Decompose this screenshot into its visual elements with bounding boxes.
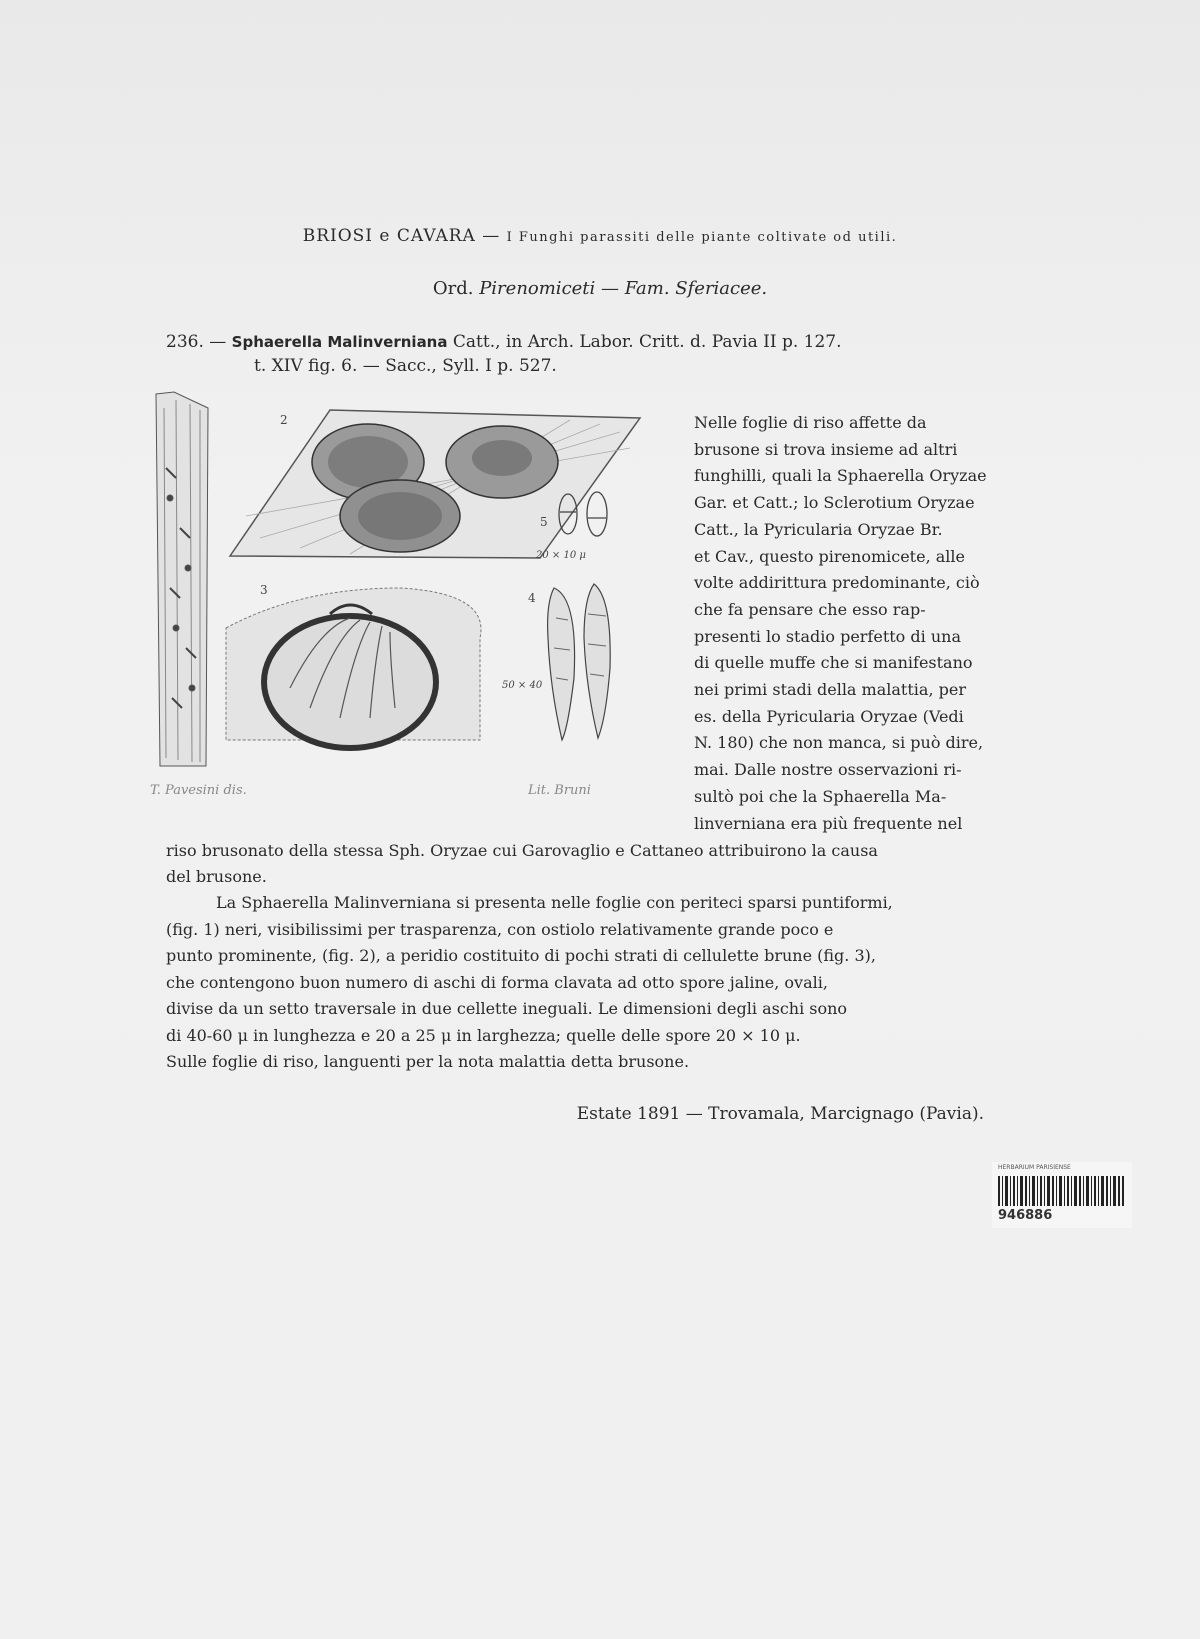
citation-1: Catt., in Arch. Labor. Critt. d. Pavia II p. 127. [452,332,842,352]
order-line: Ord. Pirenomiceti — Fam. Sferiacee. [432,278,768,299]
side-line: Gar. et Catt.; lo Sclerotium Oryzae [694,493,975,513]
family-name: Sferiacee. [675,278,768,299]
side-line: volte addirittura predominante, ciò [694,573,980,593]
fig-label-4: 4 [528,591,536,605]
fig-label-5: 5 [540,515,548,529]
order-label: Ord. [432,278,474,299]
side-line: Nelle foglie di riso affette da [694,413,927,432]
side-line: N. 180) che non manca, si può dire, [694,733,984,753]
illustration-svg [150,388,650,828]
botanical-illustration [150,388,650,828]
side-line: presenti lo stadio perfetto di una [694,626,961,646]
fig-asci [502,584,610,740]
description-line: divise da un setto traversale in due cellette ineguali. Le dimensioni degli aschi sono [166,999,848,1018]
description-line: Sulle foglie di riso, languenti per la nota malattia detta brusone. [166,1052,690,1071]
side-line: di quelle muffe che si manifestano [694,653,973,673]
barcode-bars [998,1176,1126,1206]
entry-number: 236. — [166,332,227,352]
fig-label-1: 1 [150,388,151,389]
side-line: funghilli, quali la Sphaerella Oryzae [694,466,987,486]
side-text [694,410,1034,837]
side-line: sultò poi che la Sphaerella Ma- [694,786,947,806]
collection-locality: Estate 1891 — Trovamala, Marcignago (Pavia). [576,1104,984,1124]
side-line: che fa pensare che esso rap- [694,599,926,619]
header-series: I Funghi parassiti delle piante coltivate od utili. [506,230,898,245]
barcode-label: HERBARIUM PARISIENSE [998,1164,1071,1171]
description-line: punto prominente, (fig. 2), a peridio costituito di pochi strati di cellulette brune (fig. 3), [166,946,876,965]
page-header: BRIOSI e CAVARA — I Funghi parassiti delle piante coltivate od utili. [302,226,898,246]
side-line: et Cav., questo pirenomicete, alle [694,546,965,566]
description-paragraph [166,890,1036,1076]
continued-text [166,838,1036,890]
signature-right: Lit. Bruni [528,783,591,798]
fig-leaf-strip [156,392,208,766]
continued-line: riso brusonato della stessa Sph. Oryzae cui Garovaglio e Cattaneo attribuirono la causa [166,841,878,860]
header-authors: BRIOSI e CAVARA [302,226,476,246]
fig-label-2: 2 [280,413,288,427]
description-line: che contengono buon numero di aschi di forma clavata ad otto spore jaline, ovali, [166,972,828,992]
side-line: nei primi stadi della malattia, per [694,680,966,700]
citation-2: t. XIV fig. 6. — Sacc., Syll. I p. 527. [254,356,557,376]
entry-line-1 [166,330,1036,354]
continued-line: del brusone. [166,867,267,886]
description-line: (fig. 1) neri, visibilissimi per trasparenza, con ostiolo relativamente grande poco e [166,919,834,939]
side-line: brusone si trova insieme ad altri [694,439,958,459]
species-name: Sphaerella Malinverniana [231,333,448,351]
fig-section [226,588,481,748]
fig-label-3: 3 [260,583,268,597]
description-line: di 40-60 μ in lunghezza e 20 a 25 μ in larghezza; quelle delle spore 20 × 10 μ. [166,1025,801,1045]
side-line: Catt., la Pyricularia Oryzae Br. [694,519,943,539]
side-line: es. della Pyricularia Oryzae (Vedi [694,706,964,726]
species-entry [166,330,1036,378]
description-line: La Sphaerella Malinverniana si presenta nelle foglie con periteci sparsi puntiformi, [216,893,893,912]
signature-left: T. Pavesini dis. [150,783,247,798]
family-label: Fam. [624,278,670,299]
order-name: Pirenomiceti [479,278,596,299]
fig-scale-1: 20 × 10 μ [536,550,586,561]
fig-scale-2: 50 × 40 [502,680,543,691]
barcode-number: 946886 [998,1208,1053,1223]
side-line: linverniana era più frequente nel [694,813,963,833]
side-line: mai. Dalle nostre osservazioni ri- [694,760,962,780]
fig-surface [230,410,640,558]
specimen-barcode [992,1162,1132,1228]
